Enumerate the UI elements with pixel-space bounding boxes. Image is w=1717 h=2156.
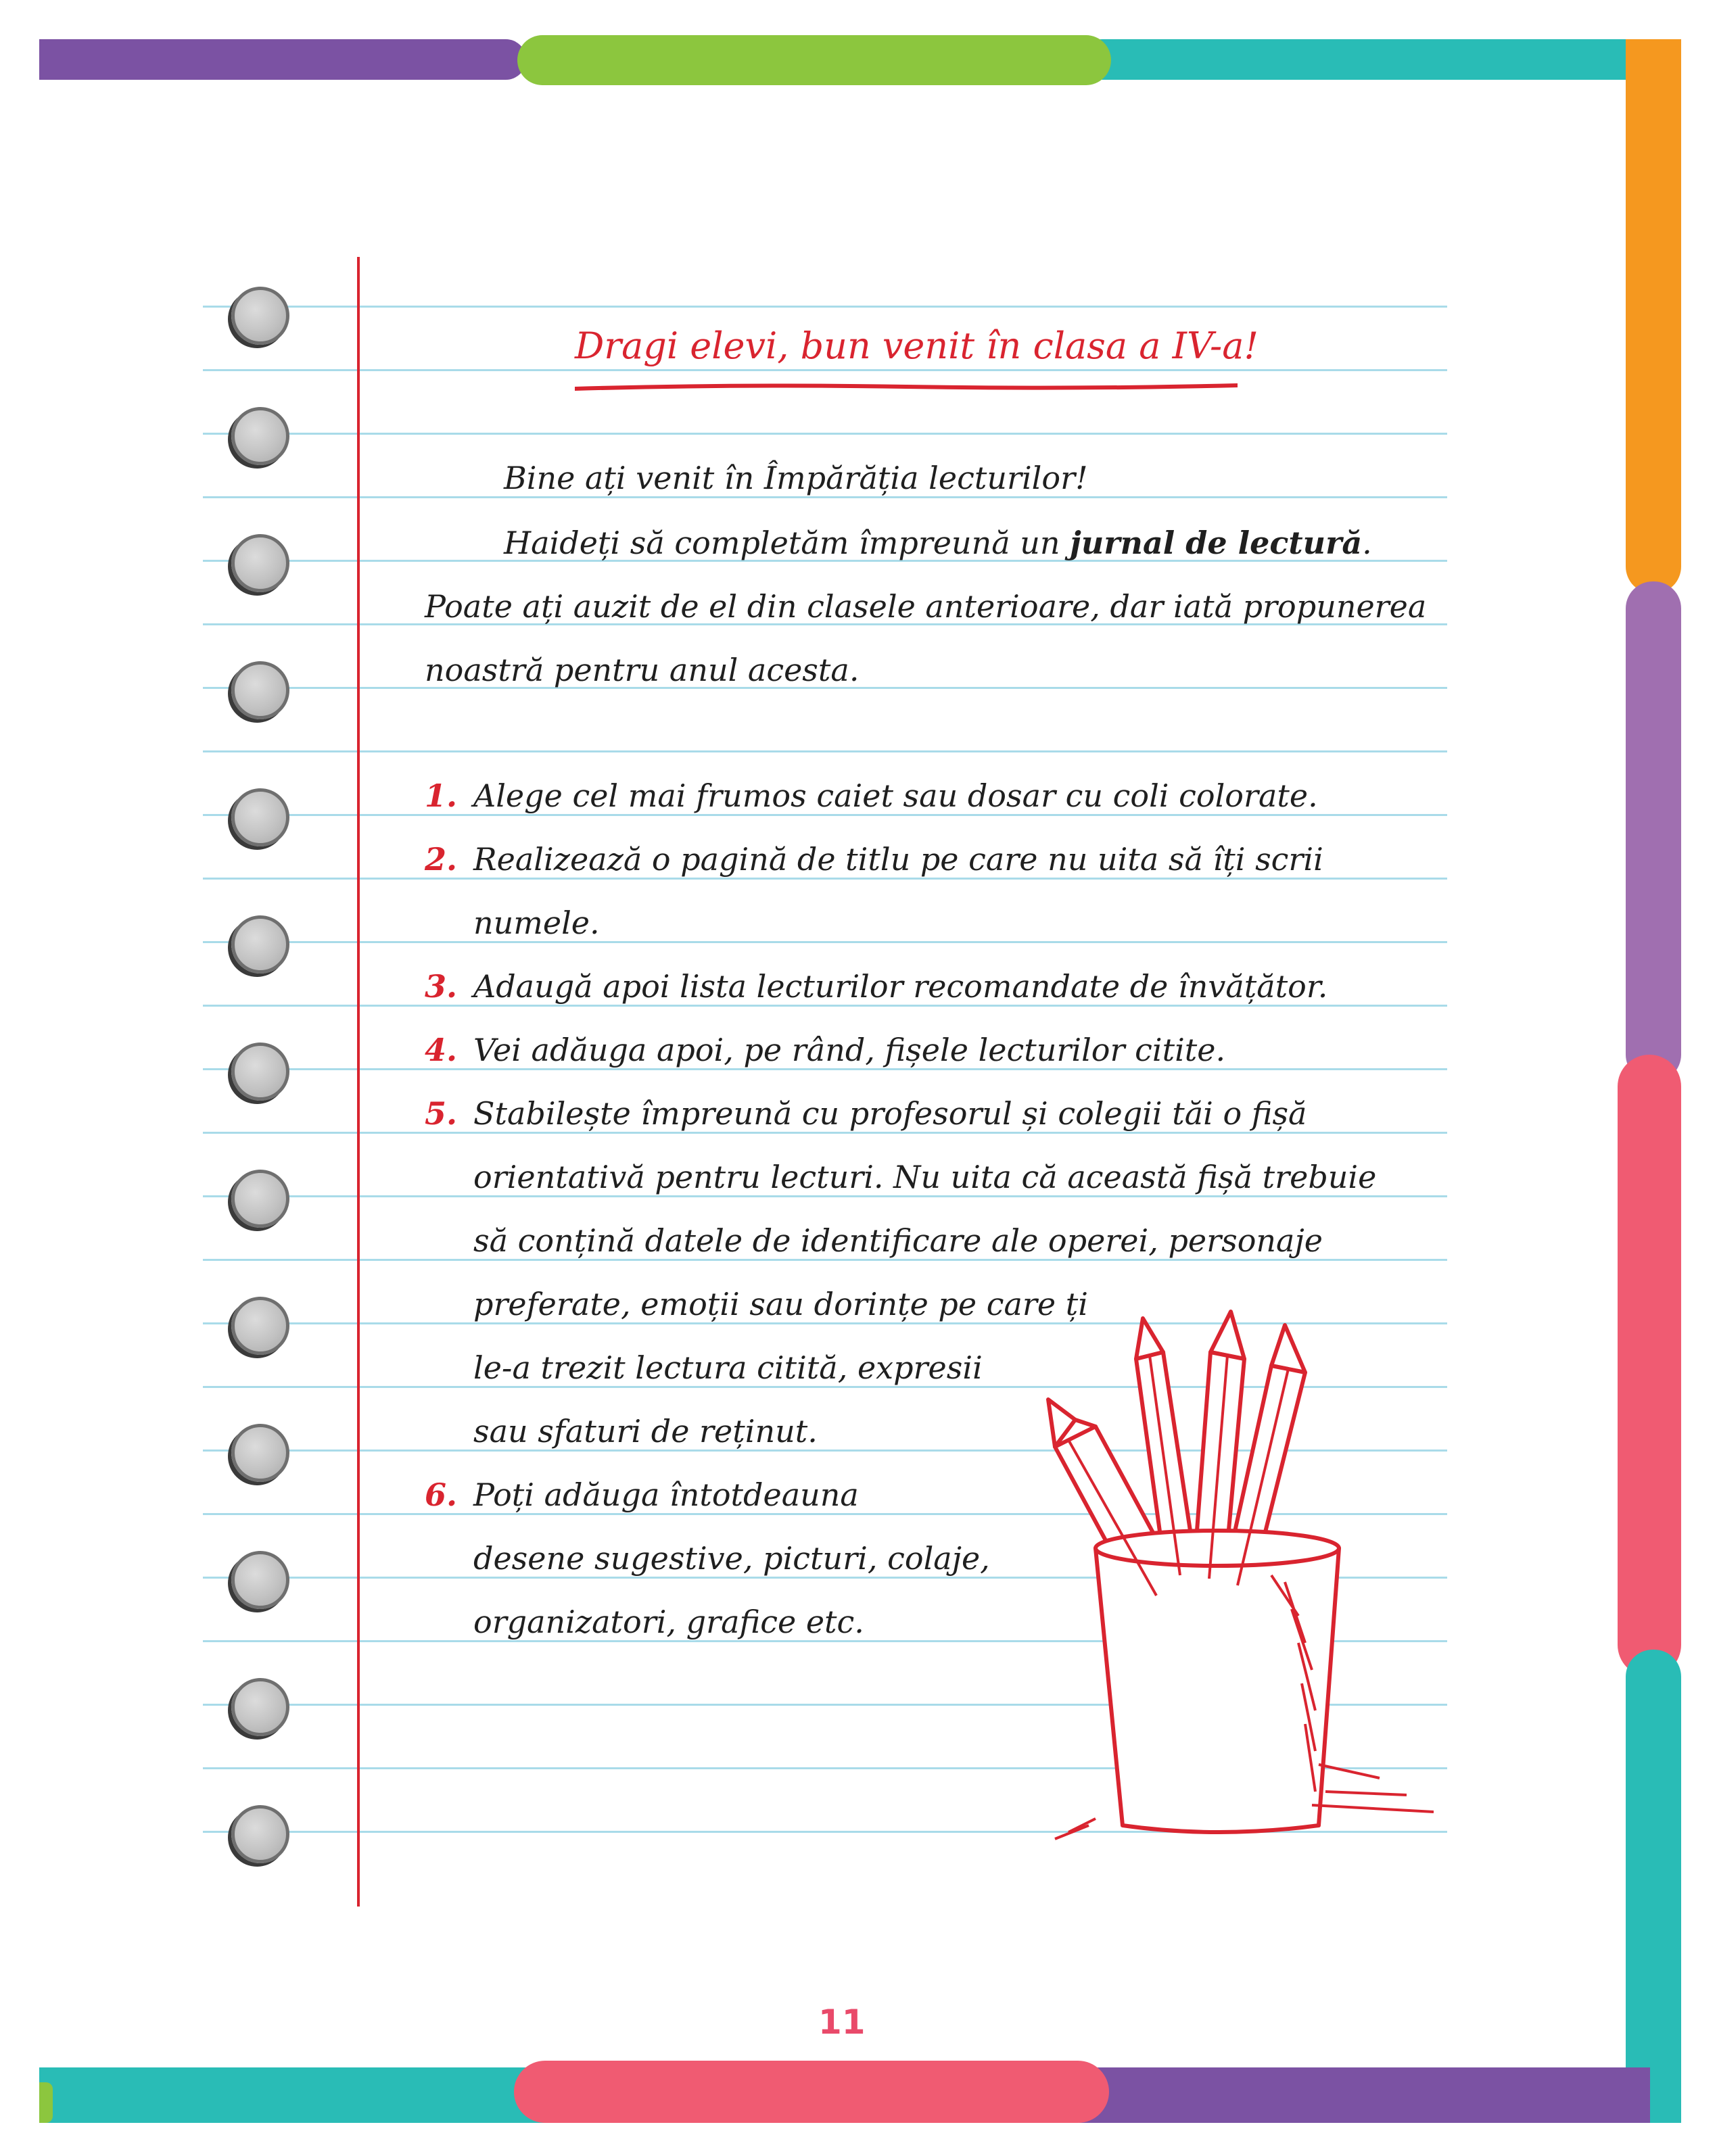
step-text: desene sugestive, picturi, colaje, — [473, 1540, 990, 1577]
page-number: 11 — [818, 2003, 866, 2042]
step-number: 6. — [425, 1477, 458, 1513]
step-number: 1. — [425, 777, 458, 814]
margin-line — [357, 257, 360, 1907]
step-text: sau sfaturi de reținut. — [473, 1413, 818, 1450]
binder-ring — [231, 534, 289, 592]
step-number: 4. — [425, 1032, 458, 1068]
ruled-line — [203, 941, 1447, 943]
step-text: numele. — [473, 905, 600, 941]
binder-ring — [231, 1551, 289, 1609]
step-text: le-a trezit lectura citită, expresii — [473, 1349, 983, 1386]
ruled-line — [203, 433, 1447, 435]
step-number: 3. — [425, 968, 458, 1005]
step-text: Realizează o pagină de titlu pe care nu uita să îți scrii — [473, 841, 1323, 878]
pencil-cup-icon — [1028, 1291, 1434, 1846]
step-text: Adaugă apoi lista lecturilor recomandate de învățător. — [473, 968, 1328, 1005]
binder-ring — [231, 1297, 289, 1355]
ruled-line — [203, 1005, 1447, 1007]
step-text: Poți adăuga întotdeauna — [473, 1477, 859, 1513]
binder-ring — [231, 1805, 289, 1863]
right-band-teal — [1626, 1650, 1681, 2123]
binder-ring — [231, 287, 289, 345]
intro-line-2 — [504, 525, 1372, 561]
step-text: orientativă pentru lecturi. Nu uita că această fișă trebuie — [473, 1159, 1377, 1195]
binder-ring — [231, 1043, 289, 1101]
bottom-band-teal — [39, 2067, 594, 2123]
page-title: Dragi elevi, bun venit în clasa a IV-a! — [575, 325, 1259, 367]
ruled-line — [203, 1259, 1447, 1261]
right-band-orange — [1626, 39, 1681, 594]
binder-ring — [231, 407, 289, 465]
intro-bold-term: jurnal de lectură — [1070, 525, 1363, 561]
title-underline — [575, 383, 1238, 392]
ruled-line — [203, 750, 1447, 752]
right-band-pink — [1618, 1055, 1681, 1677]
binder-ring — [231, 1424, 289, 1482]
ruled-line — [203, 306, 1447, 308]
intro-line-4: noastră pentru anul acesta. — [425, 652, 860, 688]
step-text: Vei adăuga apoi, pe rând, fișele lecturilor citite. — [473, 1032, 1226, 1068]
binder-ring — [231, 661, 289, 719]
binder-ring — [231, 915, 289, 974]
intro-line-1: Bine ați venit în Împărăția lecturilor! — [504, 460, 1088, 496]
ruled-line — [203, 369, 1447, 371]
right-band-lilac — [1626, 581, 1681, 1082]
ruled-line — [203, 1132, 1447, 1134]
bottom-band-pink — [514, 2061, 1109, 2123]
ruled-line — [203, 1195, 1447, 1197]
step-text: organizatori, grafice etc. — [473, 1604, 864, 1640]
intro-line-2-end: . — [1362, 525, 1372, 561]
intro-line-2-text: Haideți să completăm împreună un — [504, 525, 1071, 561]
ruled-line — [203, 496, 1447, 498]
binder-ring — [231, 788, 289, 846]
ruled-line — [203, 1068, 1447, 1070]
step-text: preferate, emoții sau dorințe pe care ți — [473, 1286, 1088, 1322]
step-text: Stabilește împreună cu profesorul și colegii tăi o fișă — [473, 1095, 1307, 1132]
intro-line-3: Poate ați auzit de el din clasele anterioare, dar iată propunerea — [425, 588, 1427, 625]
step-number: 5. — [425, 1095, 458, 1132]
binder-ring — [231, 1170, 289, 1228]
step-text: să conțină datele de identificare ale operei, personaje — [473, 1222, 1323, 1259]
bottom-band-green-tip — [39, 2082, 53, 2123]
top-band-green — [517, 35, 1111, 85]
binder-ring — [231, 1678, 289, 1736]
top-band-purple — [39, 39, 526, 80]
bottom-band-purple — [1055, 2067, 1650, 2123]
step-number: 2. — [425, 841, 458, 878]
top-band-teal — [1082, 39, 1650, 80]
ruled-line — [203, 878, 1447, 880]
step-text: Alege cel mai frumos caiet sau dosar cu coli colorate. — [473, 777, 1318, 814]
ruled-line — [203, 814, 1447, 816]
